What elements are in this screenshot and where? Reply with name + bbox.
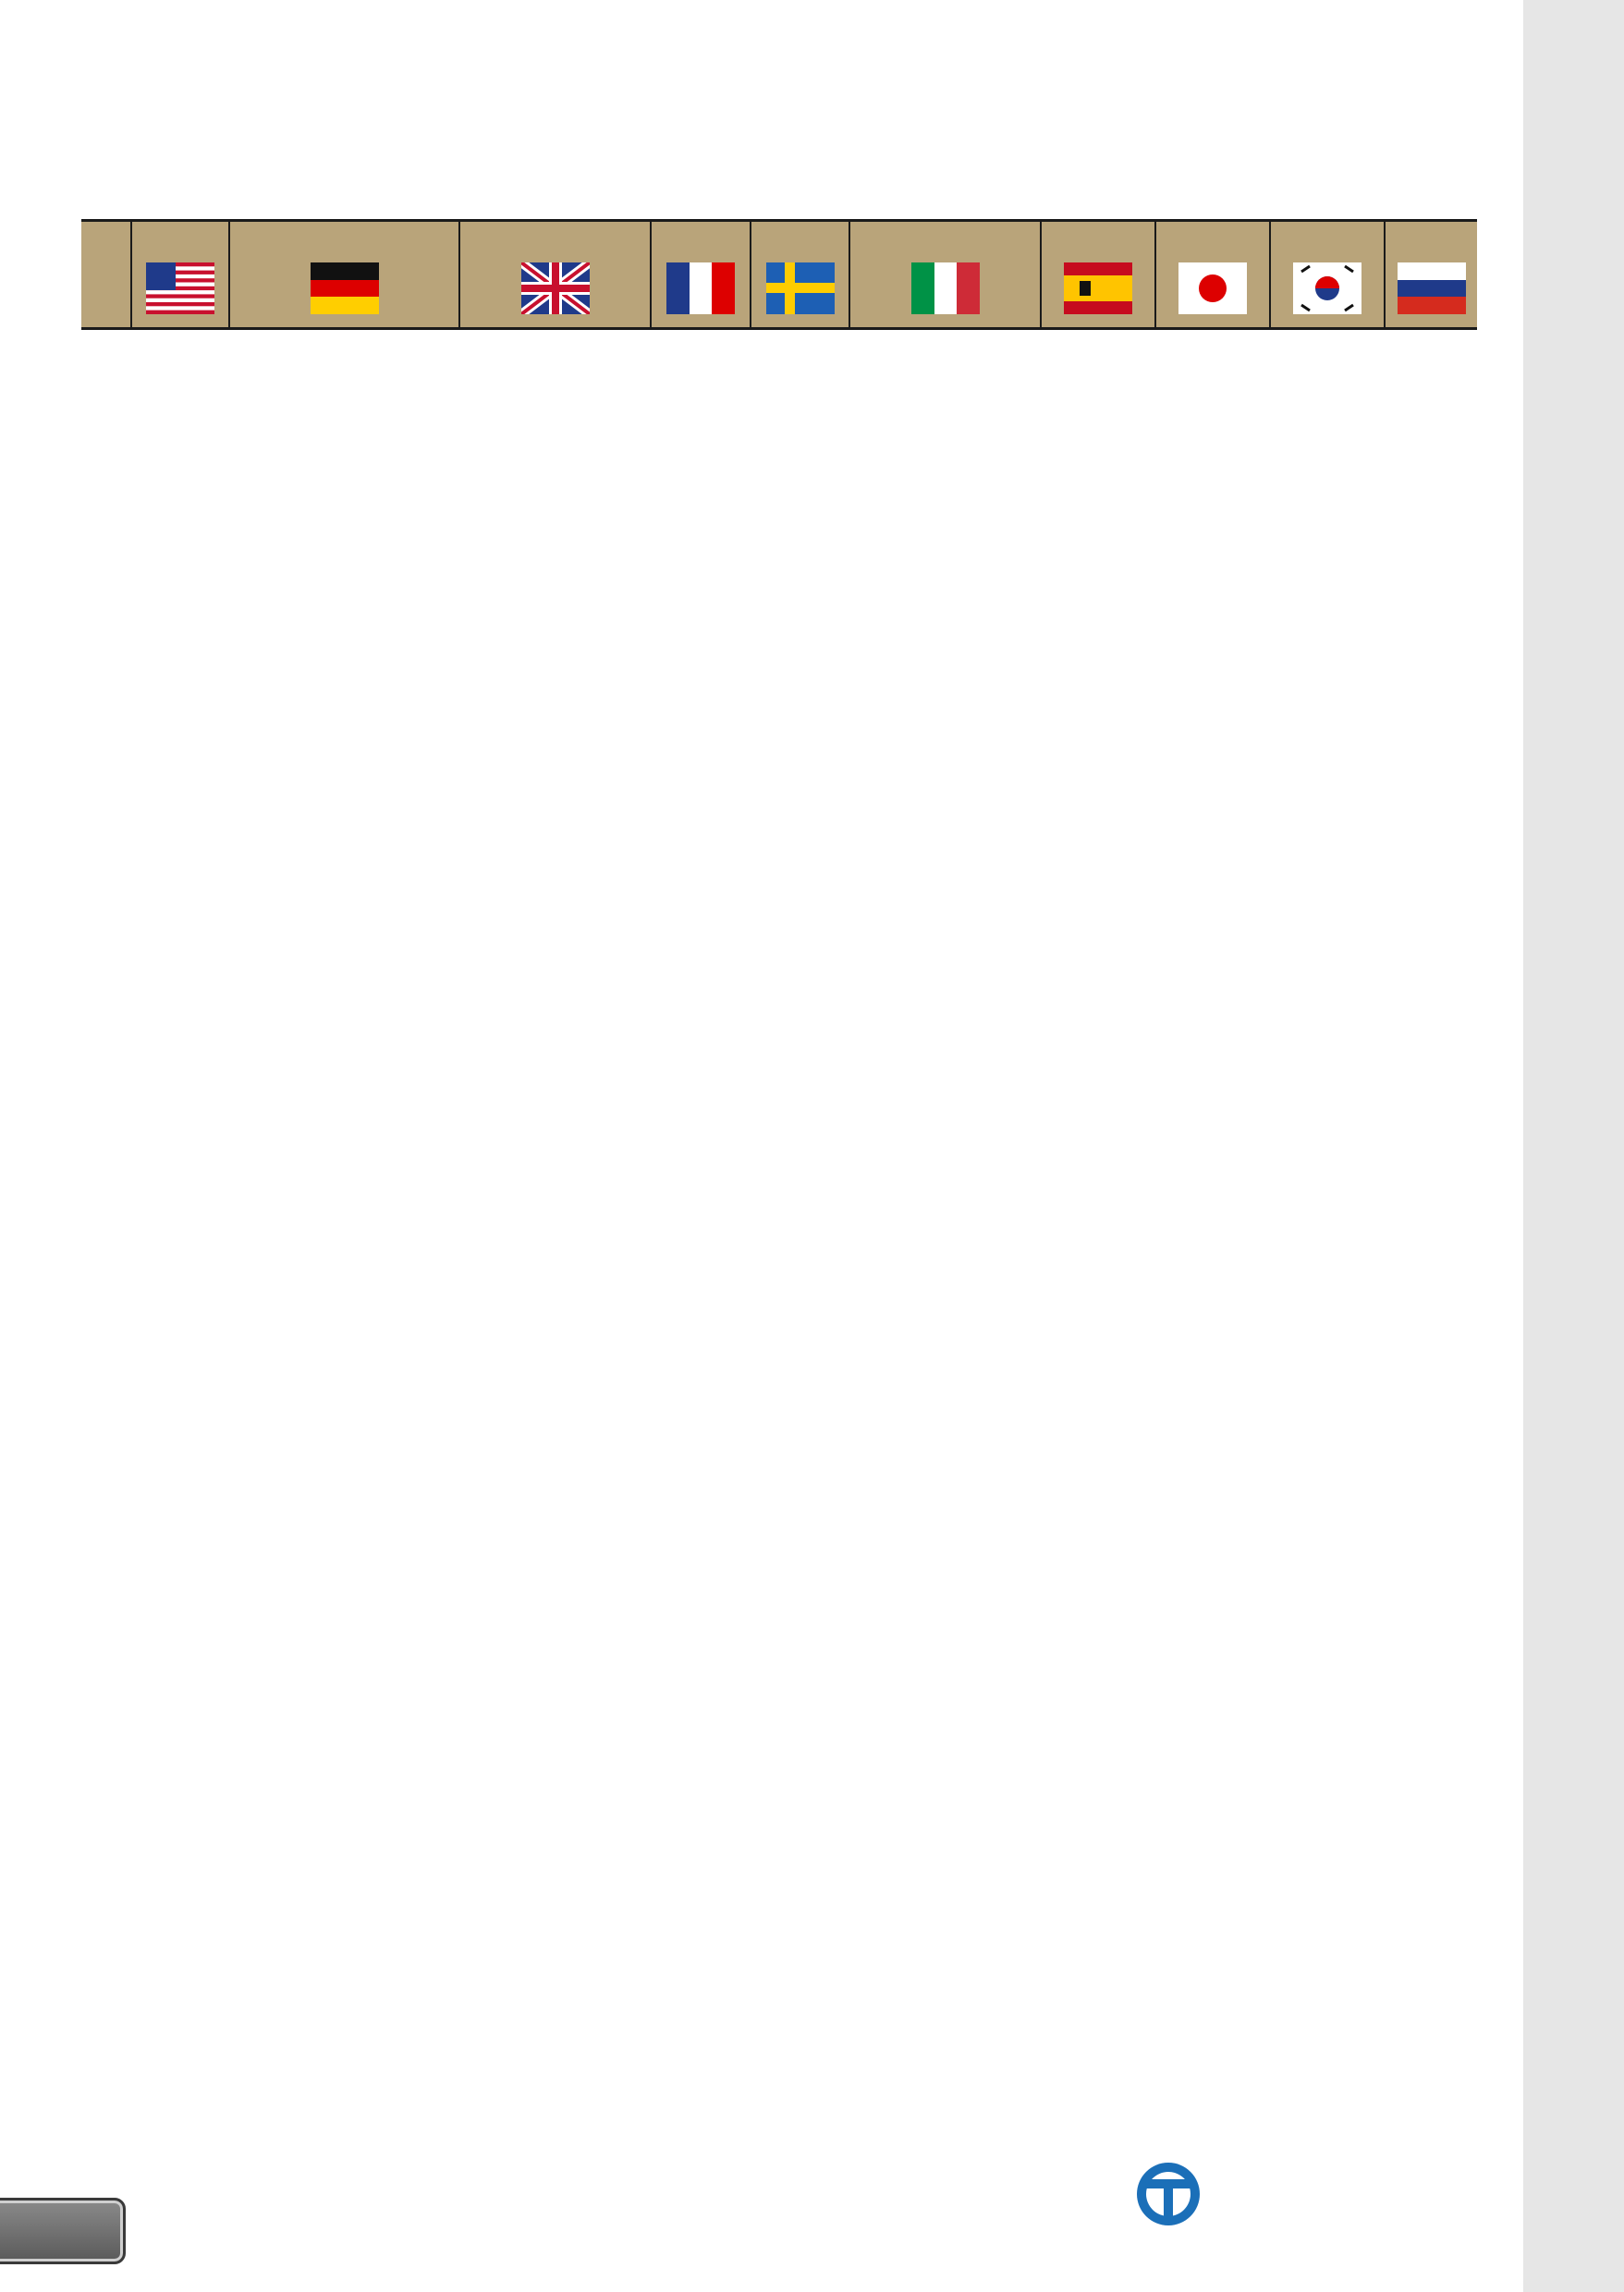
taegutec-emblem-icon [1135,2161,1202,2227]
taegutec-logo [1135,2161,1431,2229]
russia-flag-icon [1398,262,1466,314]
germany-flag-icon [311,262,379,314]
sweden-flag-icon [766,262,835,314]
header-aisi [131,221,229,329]
spain-flag-icon [1064,262,1132,314]
table-header-row [81,221,1477,329]
uk-flag-icon [521,262,590,314]
france-flag-icon [666,262,735,314]
contents-button[interactable] [0,2198,126,2264]
header-une [1041,221,1155,329]
japan-flag-icon [1178,262,1247,314]
usa-flag-icon [146,262,214,314]
header-din [229,221,459,329]
header-jis [1155,221,1270,329]
korea-flag-icon [1293,262,1361,314]
header-afnor [651,221,751,329]
header-ss [751,221,849,329]
section-tab-bar [1523,0,1624,2292]
header-ks [1270,221,1385,329]
header-bs-en [459,221,651,329]
header-material-group [81,221,131,329]
header-uni [849,221,1041,329]
t-turn-logo [1292,54,1468,107]
material-comparison-table [81,219,1477,330]
italy-flag-icon [911,262,980,314]
header-gost [1385,221,1477,329]
